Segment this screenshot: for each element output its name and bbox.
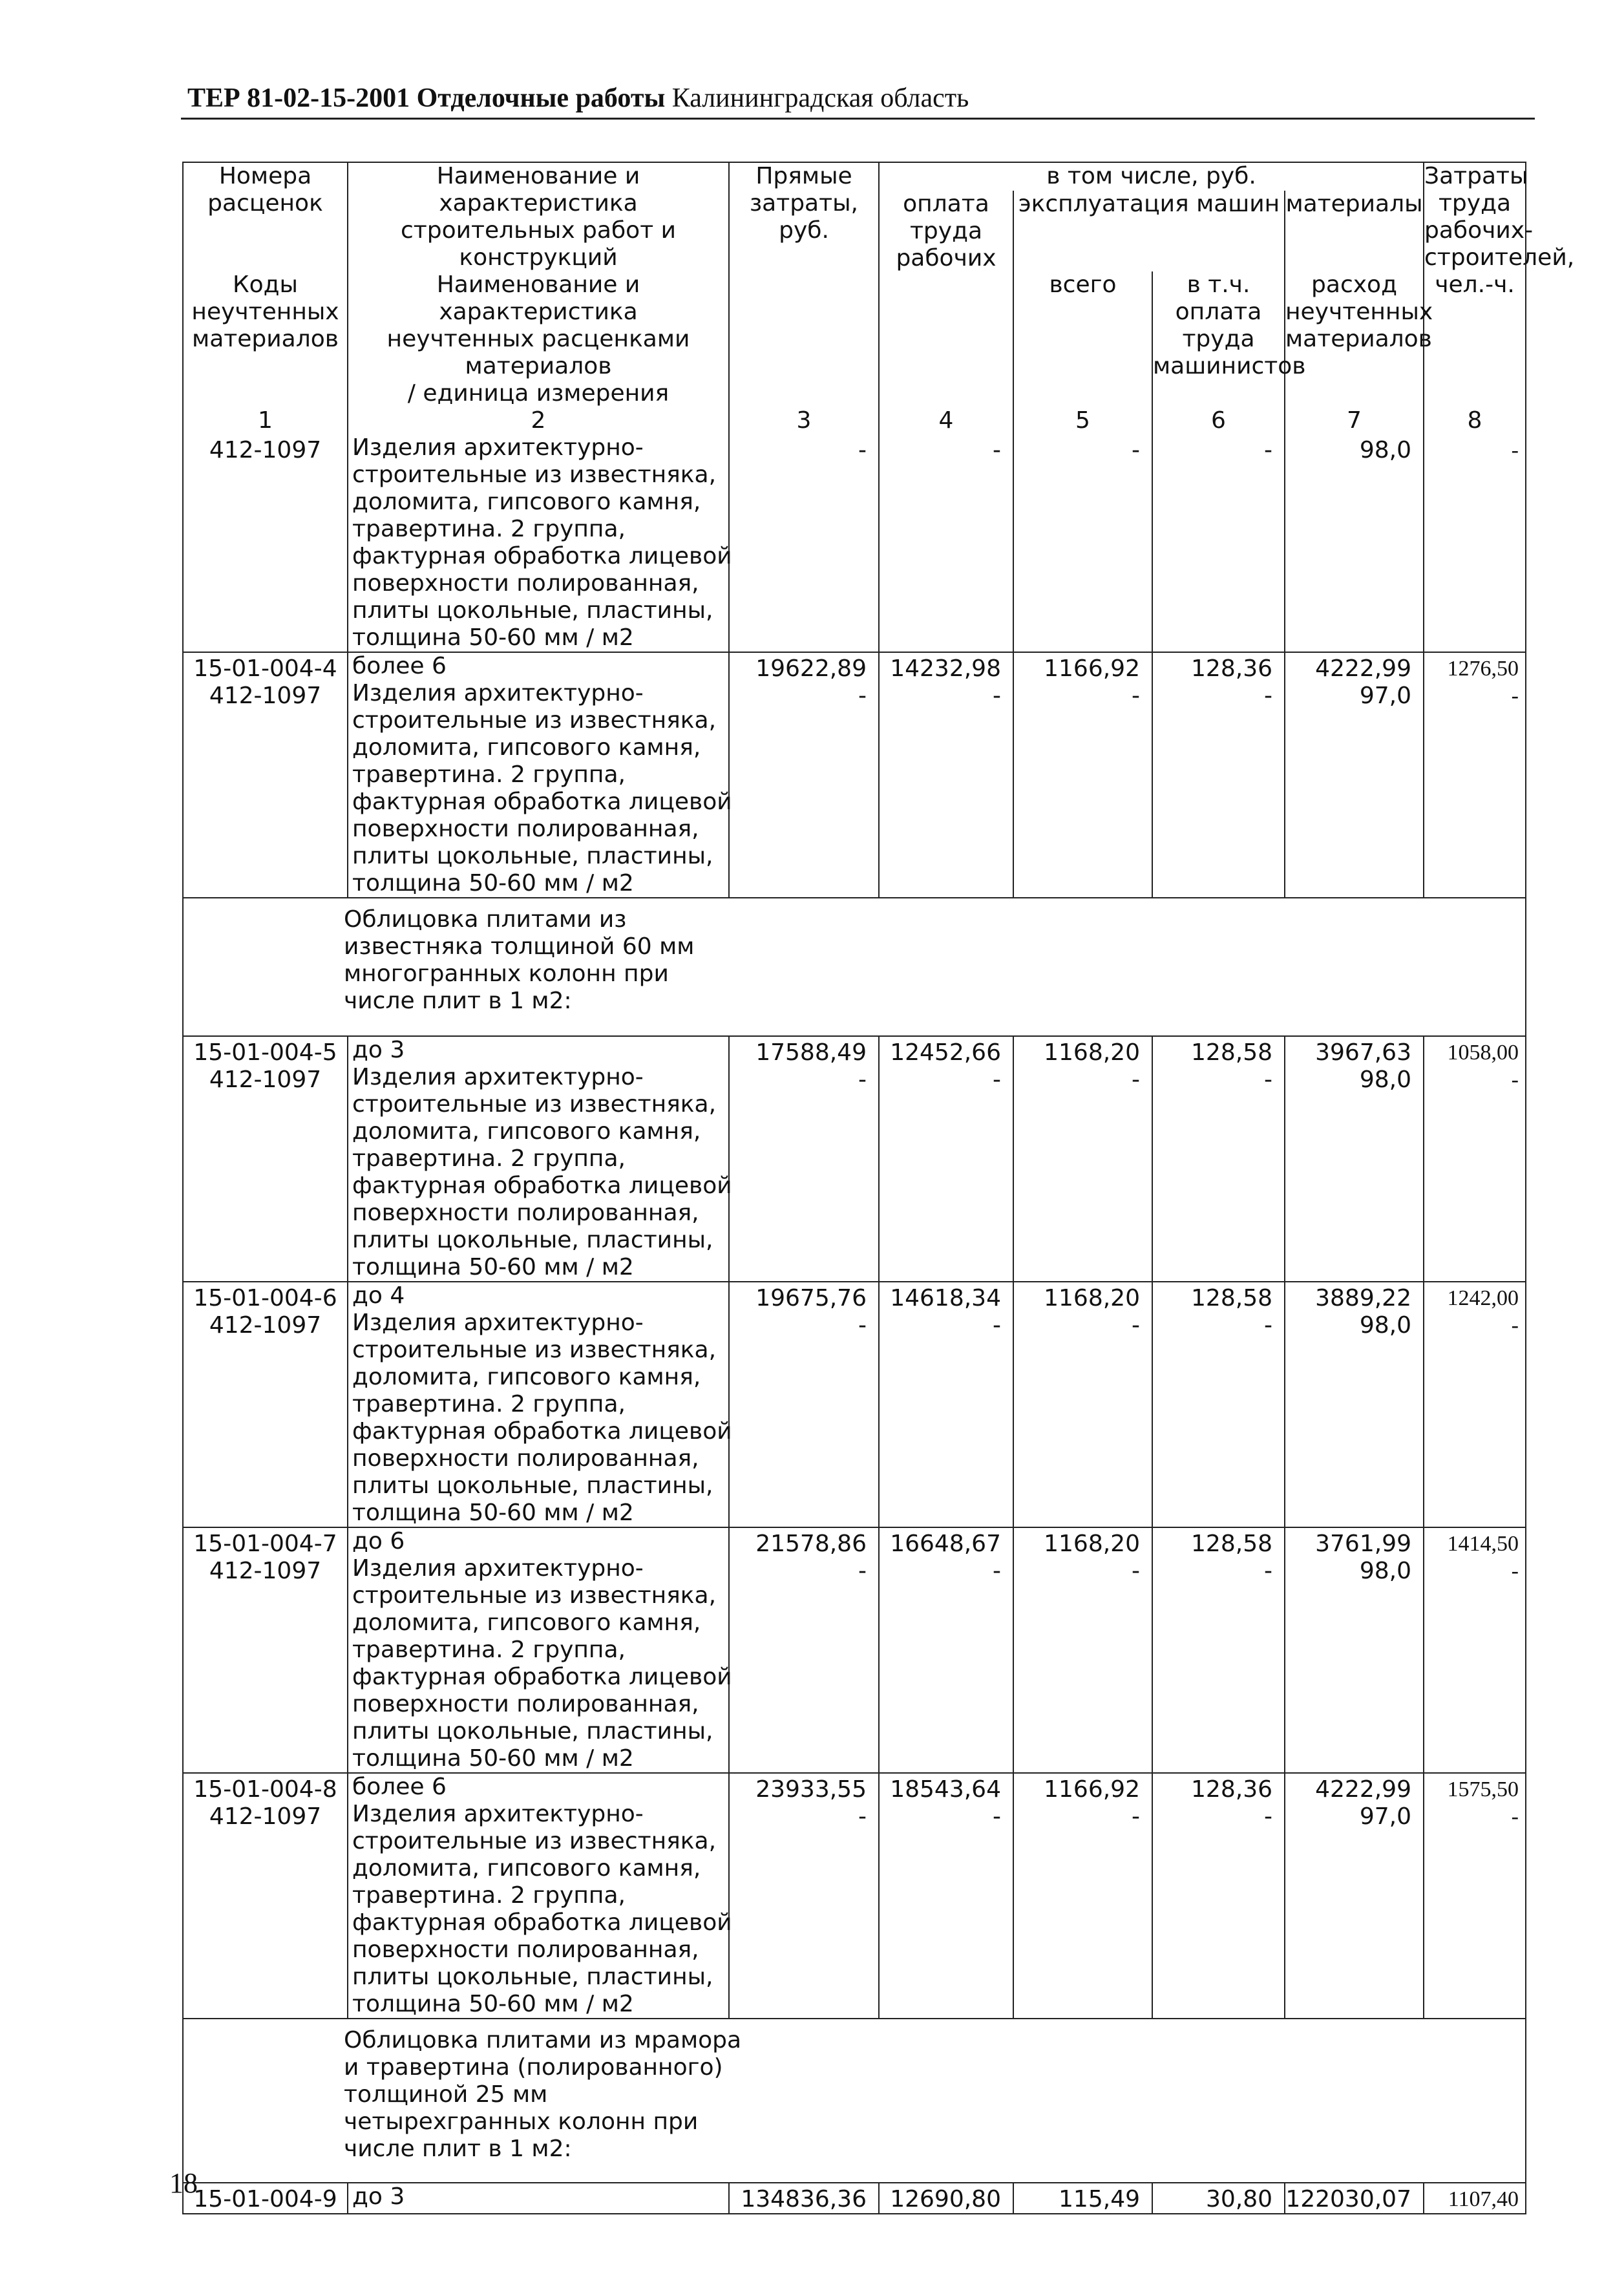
material-description: Изделия архитектурно- строительные из известняка, доломита, гипсового камня, травертина. 2 группа, фактурная обработка лицевой поверхности полированная, плиты цокольные, пластины, толщина 50-60 мм / м2: [348, 434, 729, 652]
section-heading: Облицовка плитами из мрамора и травертина (полированного) толщиной 25 мм четырехгранных колонн при числе плит в 1 м2:: [183, 2019, 1526, 2183]
header-material-name: Наименование и характеристика неучтенных расценками материалов / единица измерения: [348, 271, 729, 407]
table-row: 412-1097 Изделия архитектурно- строительные из известняка, доломита, гипсового камня, травертина. 2 группа, фактурная обработка лицевой поверхности полированная, плиты цокольные, пластины, толщина 50-60 мм / м2 - - - - 98,0 -: [183, 434, 1526, 652]
table-row: 15-01-004-4 412-1097 более 6 Изделия архитектурно- строительные из известняка, доломита, гипсового камня, травертина. 2 группа, фактурная обработка лицевой поверхности полированная, плиты цокольные, пластины, толщина 50-60 мм / м2 19622,89 - 14232,98 - 1166,92 - 128,36 - 4222,99 97,0 1276,50 -: [183, 652, 1526, 898]
row-description: до 4 Изделия архитектурно- строительные из известняка, доломита, гипсового камня, травертина. 2 группа, фактурная обработка лицевой поверхности полированная, плиты цокольные, пластины, толщина 50-60 мм / м2: [348, 1282, 729, 1527]
page-number: 18: [169, 2167, 198, 2199]
rate-code: 15-01-004-5: [193, 1039, 337, 1066]
rates-table: [182, 162, 1575, 2214]
section-heading-row: [183, 898, 1526, 1036]
row-description: до 6 Изделия архитектурно- строительные из известняка, доломита, гипсового камня, травертина. 2 группа, фактурная обработка лицевой поверхности полированная, плиты цокольные, пластины, толщина 50-60 мм / м2: [348, 1527, 729, 1773]
rate-code: 15-01-004-4: [193, 655, 337, 682]
header-machines: эксплуатация машин: [1013, 191, 1285, 271]
header-labor-costs: Затраты труда рабочих- строителей, чел.-ч.: [1424, 162, 1526, 407]
header-work-name: Наименование и характеристика строительных работ и конструкций: [348, 162, 729, 271]
row-description: более 6 Изделия архитектурно- строительные из известняка, доломита, гипсового камня, травертина. 2 группа, фактурная обработка лицевой поверхности полированная, плиты цокольные, пластины, толщина 50-60 мм / м2: [348, 652, 729, 898]
row-title: до 3: [352, 2183, 405, 2210]
material-code: 412-1097: [209, 1558, 322, 1584]
region-name: Калининградская область: [671, 83, 969, 113]
material-code: 412-1097: [209, 1803, 322, 1830]
table-row: 15-01-004-8 412-1097 более 6 Изделия архитектурно- строительные из известняка, доломита, гипсового камня, травертина. 2 группа, фактурная обработка лицевой поверхности полированная, плиты цокольные, пластины, толщина 50-60 мм / м2 23933,55 - 18543,64 - 1166,92 - 128,36 - 4222,99 97,0 1575,50 -: [183, 1773, 1526, 2019]
table-row: 15-01-004-9 до 3 134836,36 12690,80 115,49 30,80 122030,07 1107,40: [183, 2183, 1526, 2214]
table-row: 15-01-004-5 412-1097 до 3 Изделия архитектурно- строительные из известняка, доломита, гипсового камня, травертина. 2 группа, фактурная обработка лицевой поверхности полированная, плиты цокольные, пластины, толщина 50-60 мм / м2 17588,49 - 12452,66 - 1168,20 - 128,58 - 3967,63 98,0 1058,00 -: [183, 1036, 1526, 1282]
header-machines-total: всего: [1013, 271, 1152, 407]
header-rule: [181, 118, 1535, 120]
section-heading-row: [183, 2019, 1526, 2183]
row-description: до 3 Изделия архитектурно- строительные из известняка, доломита, гипсового камня, травертина. 2 группа, фактурная обработка лицевой поверхности полированная, плиты цокольные, пластины, толщина 50-60 мм / м2: [348, 1036, 729, 1282]
material-code: 412-1097: [209, 1066, 322, 1093]
rate-code: 15-01-004-9: [193, 2186, 337, 2212]
header-material-consumption: расход неучтенных материалов: [1285, 271, 1424, 407]
row-description: более 6 Изделия архитектурно- строительные из известняка, доломита, гипсового камня, травертина. 2 группа, фактурная обработка лицевой поверхности полированная, плиты цокольные, пластины, толщина 50-60 мм / м2: [348, 1773, 729, 2019]
material-code: 412-1097: [209, 437, 322, 463]
running-header: [187, 83, 969, 114]
column-number-row: 1 2 3 4 5 6 7 8: [183, 407, 1526, 434]
rate-code: 15-01-004-7: [193, 1531, 337, 1557]
table-row: 15-01-004-6 412-1097 до 4 Изделия архитектурно- строительные из известняка, доломита, гипсового камня, травертина. 2 группа, фактурная обработка лицевой поверхности полированная, плиты цокольные, пластины, толщина 50-60 мм / м2 19675,76 - 14618,34 - 1168,20 - 128,58 - 3889,22 98,0 1242,00 -: [183, 1282, 1526, 1527]
header-worker-pay: оплата труда рабочих: [879, 191, 1013, 407]
document-title: ТЕР 81-02-15-2001 Отделочные работы: [187, 83, 666, 113]
header-operator-pay: в т.ч. оплата труда машинистов: [1152, 271, 1285, 407]
section-heading: Облицовка плитами из известняка толщиной 60 мм многогранных колонн при числе плит в 1 м2:: [183, 898, 1526, 1036]
rate-code: 15-01-004-8: [193, 1776, 337, 1803]
header-direct-costs: Прямые затраты, руб.: [729, 162, 879, 407]
rate-code: 15-01-004-6: [193, 1285, 337, 1311]
material-code: 412-1097: [209, 683, 322, 709]
header-rate-numbers: Номера расценок: [183, 162, 348, 271]
header-including: в том числе, руб.: [879, 162, 1424, 191]
material-code: 412-1097: [209, 1312, 322, 1339]
header-material-codes: Коды неучтенных материалов: [183, 271, 348, 407]
header-materials: материалы: [1285, 191, 1424, 271]
table-row: 15-01-004-7 412-1097 до 6 Изделия архитектурно- строительные из известняка, доломита, гипсового камня, травертина. 2 группа, фактурная обработка лицевой поверхности полированная, плиты цокольные, пластины, толщина 50-60 мм / м2 21578,86 - 16648,67 - 1168,20 - 128,58 - 3761,99 98,0 1414,50 -: [183, 1527, 1526, 1773]
